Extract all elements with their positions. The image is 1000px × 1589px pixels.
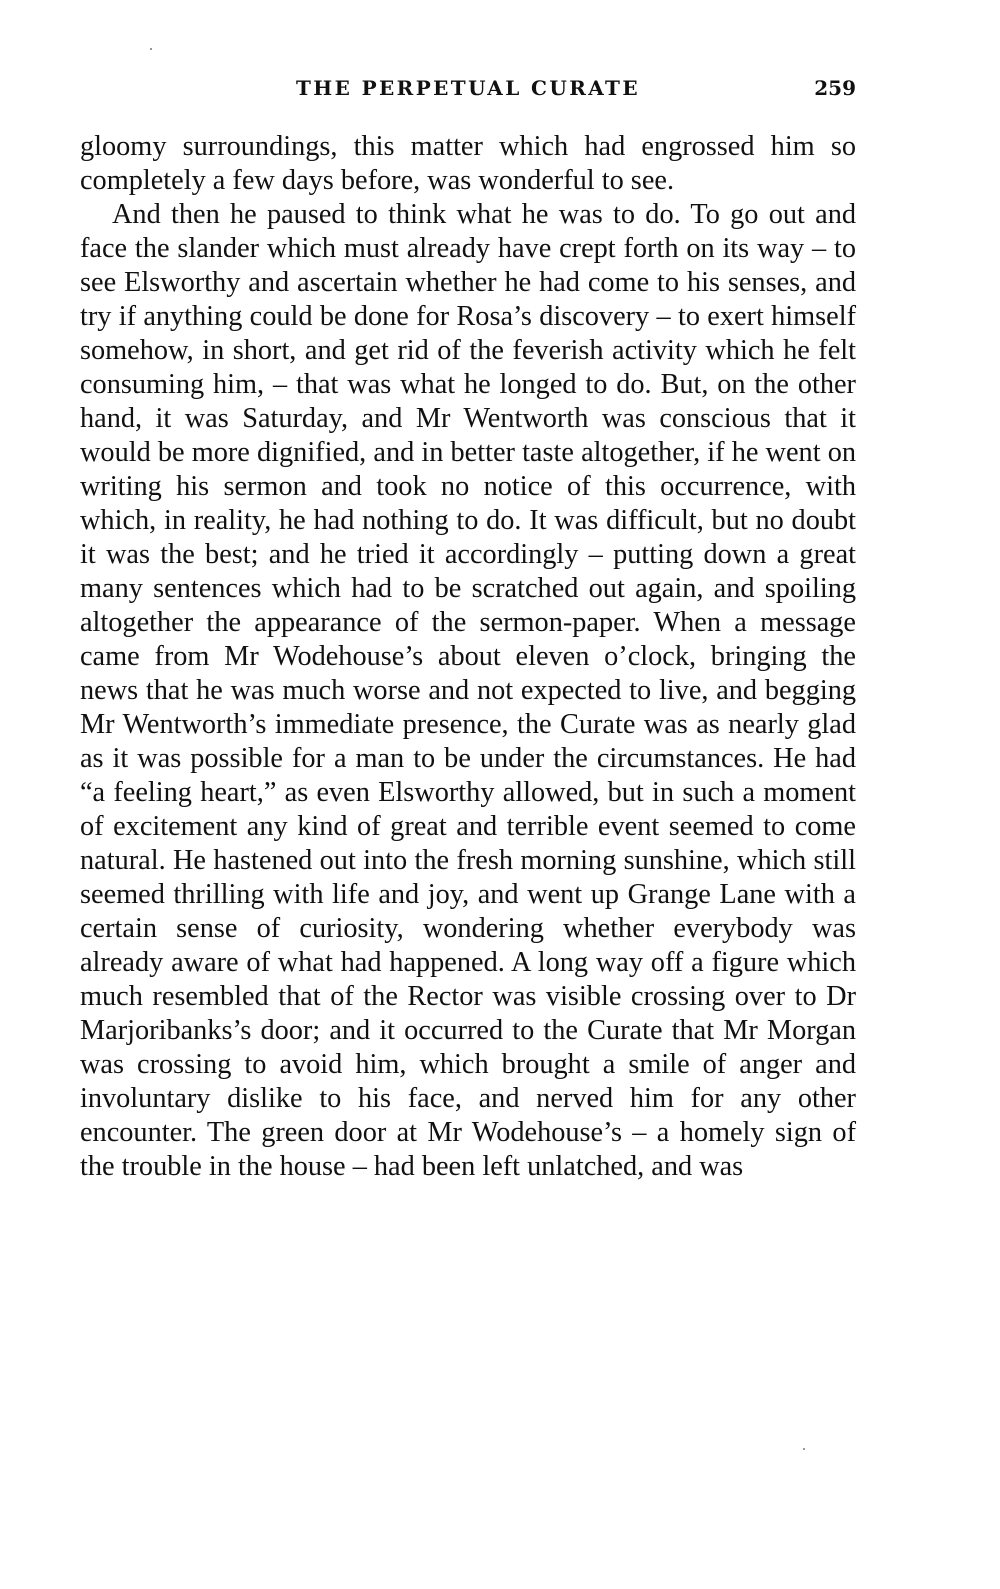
scan-speck (150, 48, 152, 50)
body-text (80, 130, 856, 1184)
page-number: 259 (814, 76, 856, 100)
scan-speck (803, 1448, 805, 1450)
running-title: THE PERPETUAL CURATE (296, 76, 640, 100)
running-head (80, 76, 856, 106)
paragraph: And then he paused to think what he was to do. To go out and face the slander which must already have crept forth on its way – to see Elsworthy and ascertain whether he had come to his senses, and try if anything could be done for Rosa’s discovery – to exert himself somehow, in short, and get rid of the feverish activity which he felt consuming him, – that was what he longed to do. But, on the other hand, it was Saturday, and Mr Wentworth was conscious that it would be more dignified, and in better taste altogether, if he went on writing his sermon and took no notice of this occurrence, with which, in reality, he had nothing to do. It was difficult, but no doubt it was the best; and he tried it accordingly – putting down a great many sentences which had to be scratched out again, and spoiling altogether the appearance of the sermon-paper. When a message came from Mr Wodehouse’s about eleven o’clock, bringing the news that he was much worse and not expected to live, and begging Mr Wentworth’s immediate presence, the Curate was as nearly glad as it was possible for a man to be under the circumstances. He had “a feeling heart,” as even Elsworthy allowed, but in such a moment of excitement any kind of great and terrible event seemed to come natural. He hastened out into the fresh morning sunshine, which still seemed thrilling with life and joy, and went up Grange Lane with a certain sense of curiosity, wondering whether everybody was already aware of what had happened. A long way off a figure which much resembled that of the Rector was visible crossing over to Dr Marjoribanks’s door; and it occurred to the Curate that Mr Morgan was crossing to avoid him, which brought a smile of anger and involuntary dislike to his face, and nerved him for any other encounter. The green door at Mr Wodehouse’s – a homely sign of the trouble in the house – had been left unlatched, and was (80, 199, 856, 1182)
paragraph-continued: gloomy surroundings, this matter which had engrossed him so completely a few days before, was wonderful to see. (80, 131, 856, 196)
